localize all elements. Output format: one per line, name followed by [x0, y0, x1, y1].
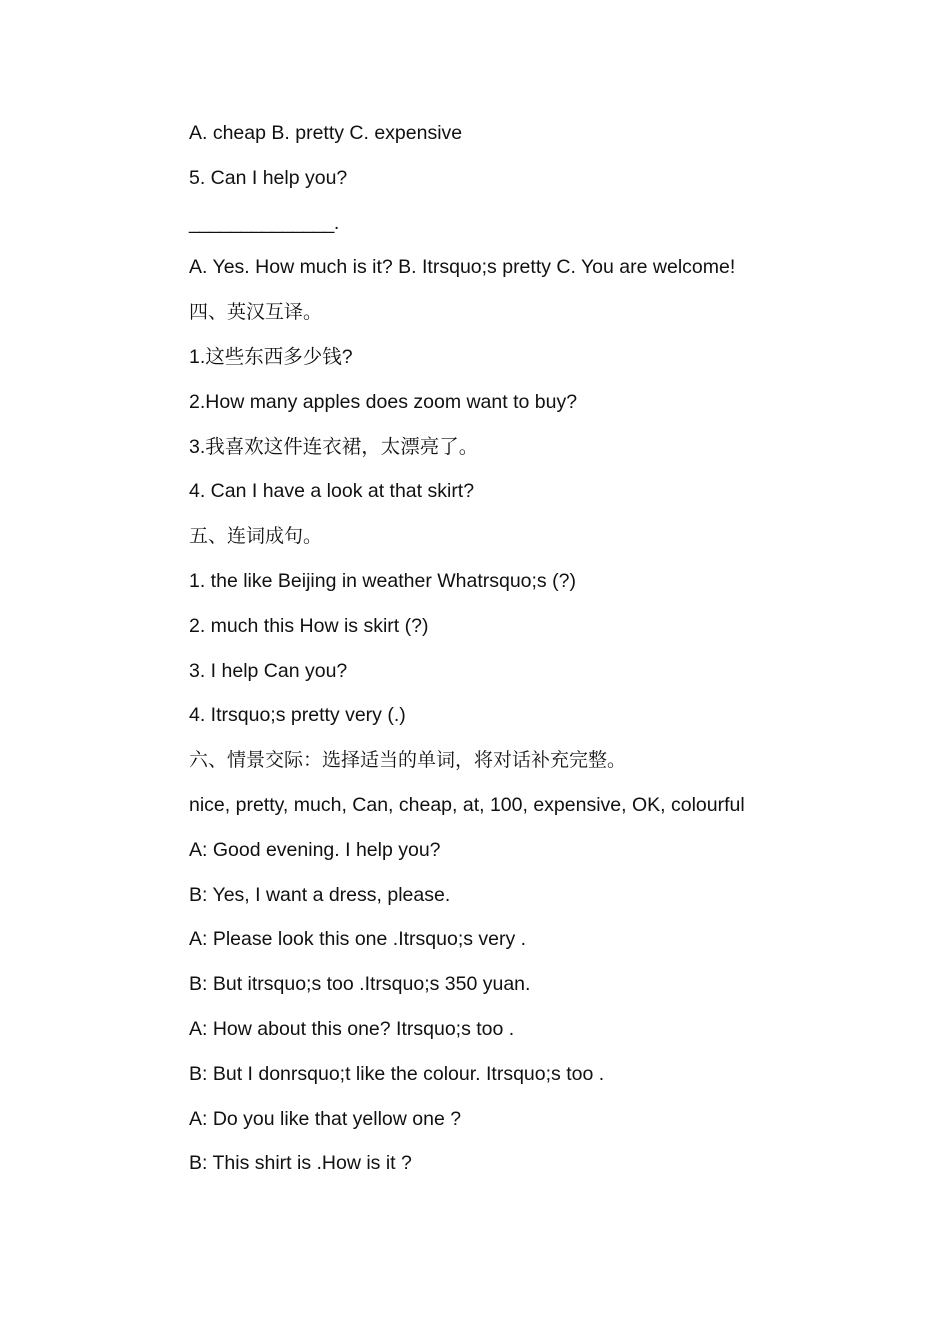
sentence-item-4: 4. Itrsquo;s pretty very (.) — [189, 704, 406, 727]
dialogue-line-2: B: Yes, I want a dress, please. — [189, 883, 451, 906]
sentence-item-1: 1. the like Beijing in weather Whatrsquo;s (?) — [189, 569, 576, 592]
dialogue-line-7: A: Do you like that yellow one ? — [189, 1107, 462, 1130]
dialogue-line-4: B: But itrsquo;s too .Itrsquo;s 350 yuan. — [189, 973, 531, 996]
translation-item-1: 1.这些东西多少钱? — [189, 345, 353, 368]
document-page — [189, 118, 889, 1193]
translation-item-4: 4. Can I have a look at that skirt? — [189, 480, 475, 503]
dialogue-line-8: B: This shirt is .How is it ? — [189, 1152, 412, 1175]
dialogue-line-1: A: Good evening. I help you? — [189, 838, 441, 861]
dialogue-line-5: A: How about this one? Itrsquo;s too . — [189, 1017, 515, 1040]
dialogue-line-3: A: Please look this one .Itrsquo;s very . — [189, 928, 527, 951]
sentence-item-2: 2. much this How is skirt (?) — [189, 614, 429, 637]
section-4-heading: 四、英汉互译。 — [189, 301, 323, 324]
word-bank: nice, pretty, much, Can, cheap, at, 100, expensive, OK, colourful — [189, 793, 745, 816]
sentence-item-3: 3. I help Can you? — [189, 659, 348, 682]
answer-blank-line: ______________. — [189, 211, 339, 234]
translation-item-2: 2.How many apples does zoom want to buy? — [189, 390, 578, 413]
question-5-options: A. Yes. How much is it? B. Itrsquo;s pretty C. You are welcome! — [189, 256, 736, 279]
section-5-heading: 五、连词成句。 — [189, 525, 323, 548]
dialogue-line-6: B: But I donrsquo;t like the colour. Itrsquo;s too . — [189, 1062, 605, 1085]
question-4-options: A. cheap B. pretty C. expensive — [189, 122, 463, 144]
question-5-prompt: 5. Can I help you? — [189, 166, 348, 189]
section-6-heading: 六、情景交际：选择适当的单词，将对话补充完整。 — [189, 749, 627, 772]
translation-item-3: 3.我喜欢这件连衣裙，太漂亮了。 — [189, 435, 479, 458]
